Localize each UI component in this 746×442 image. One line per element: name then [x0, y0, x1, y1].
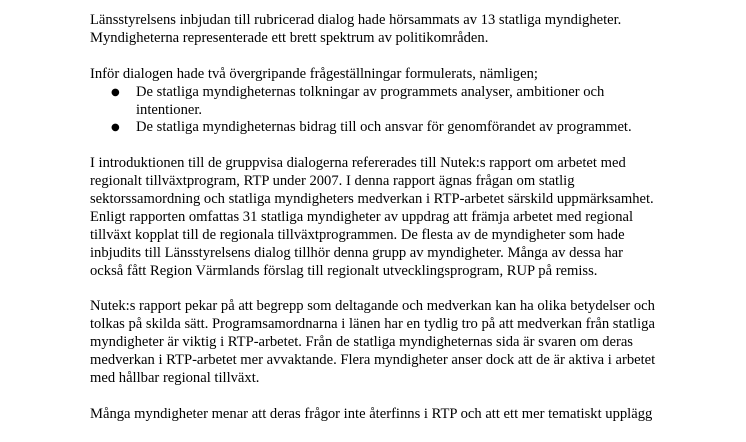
text-line: Myndigheterna representerade ett brett spektrum av politikområden.: [90, 29, 489, 46]
text-line: sektorssamordning och statliga myndigheters medverkan i RTP-arbetet särskild uppmärksamhet.: [90, 191, 654, 208]
text-line: också fått Region Värmlands förslag till regionalt utvecklingsprogram, RUP på remiss.: [90, 262, 598, 279]
text-line: med hållbar regional tillväxt.: [90, 370, 260, 387]
text-line: De statliga myndigheternas bidrag till och ansvar för genomförandet av programmet.: [136, 119, 632, 136]
text-line: Inför dialogen hade två övergripande frågeställningar formulerats, nämligen;: [90, 65, 538, 82]
text-line: Länsstyrelsens inbjudan till rubricerad dialog hade hörsammats av 13 statliga myndigheter.: [90, 12, 622, 28]
text-line: Många myndigheter menar att deras frågor inte återfinns i RTP och att ett mer tematiskt upplägg: [90, 405, 653, 422]
text-line: intentioner.: [136, 101, 203, 118]
text-line: inbjudits till Länsstyrelsens dialog tillhör denna grupp av myndigheter. Många av dessa har: [90, 244, 623, 261]
list-item: [90, 84, 730, 120]
text-line: tolkas på skilda sätt. Programsamordnarna i länen har en tydlig tro på att medverkan från statliga: [90, 316, 655, 333]
text-line: Nutek:s rapport pekar på att begrepp som deltagande och medverkan kan ha olika betydelser och: [90, 298, 655, 315]
text-line: Enligt rapporten omfattas 31 statliga myndigheter av uppdrag att främja arbetet med regional: [90, 208, 634, 225]
paragraph-thematic: [90, 406, 730, 424]
text-line: regionalt tillväxtprogram, RTP under 2007. I denna rapport ägnas frågan om statlig: [90, 173, 575, 190]
paragraph-introduction: [90, 155, 730, 280]
text-line: De statliga myndigheternas tolkningar av programmets analyser, ambitioner och: [136, 83, 605, 100]
text-line: myndigheter är viktig i RTP-arbetet. Från de statliga myndigheternas sida är svaren om deras: [90, 334, 633, 351]
paragraph-questions: [90, 66, 730, 138]
bullet-icon: ●: [111, 86, 120, 98]
document-page: [90, 12, 730, 442]
bullet-icon: ●: [111, 122, 120, 134]
text-line: I introduktionen till de gruppvisa dialogerna refererades till Nutek:s rapport om arbetet med: [90, 155, 626, 172]
list-item: [90, 119, 730, 137]
bullet-list: [90, 84, 730, 138]
paragraph-invitation: [90, 12, 730, 48]
text-line: medverkan i RTP-arbetet mer avvaktande. Flera myndigheter anser dock att de är aktiva i arbetet: [90, 352, 656, 369]
text-line: tillväxt kopplat till de regionala tillväxtprogrammen. De flesta av de myndigheter som hade: [90, 226, 625, 243]
paragraph-nutek-report: [90, 298, 730, 388]
